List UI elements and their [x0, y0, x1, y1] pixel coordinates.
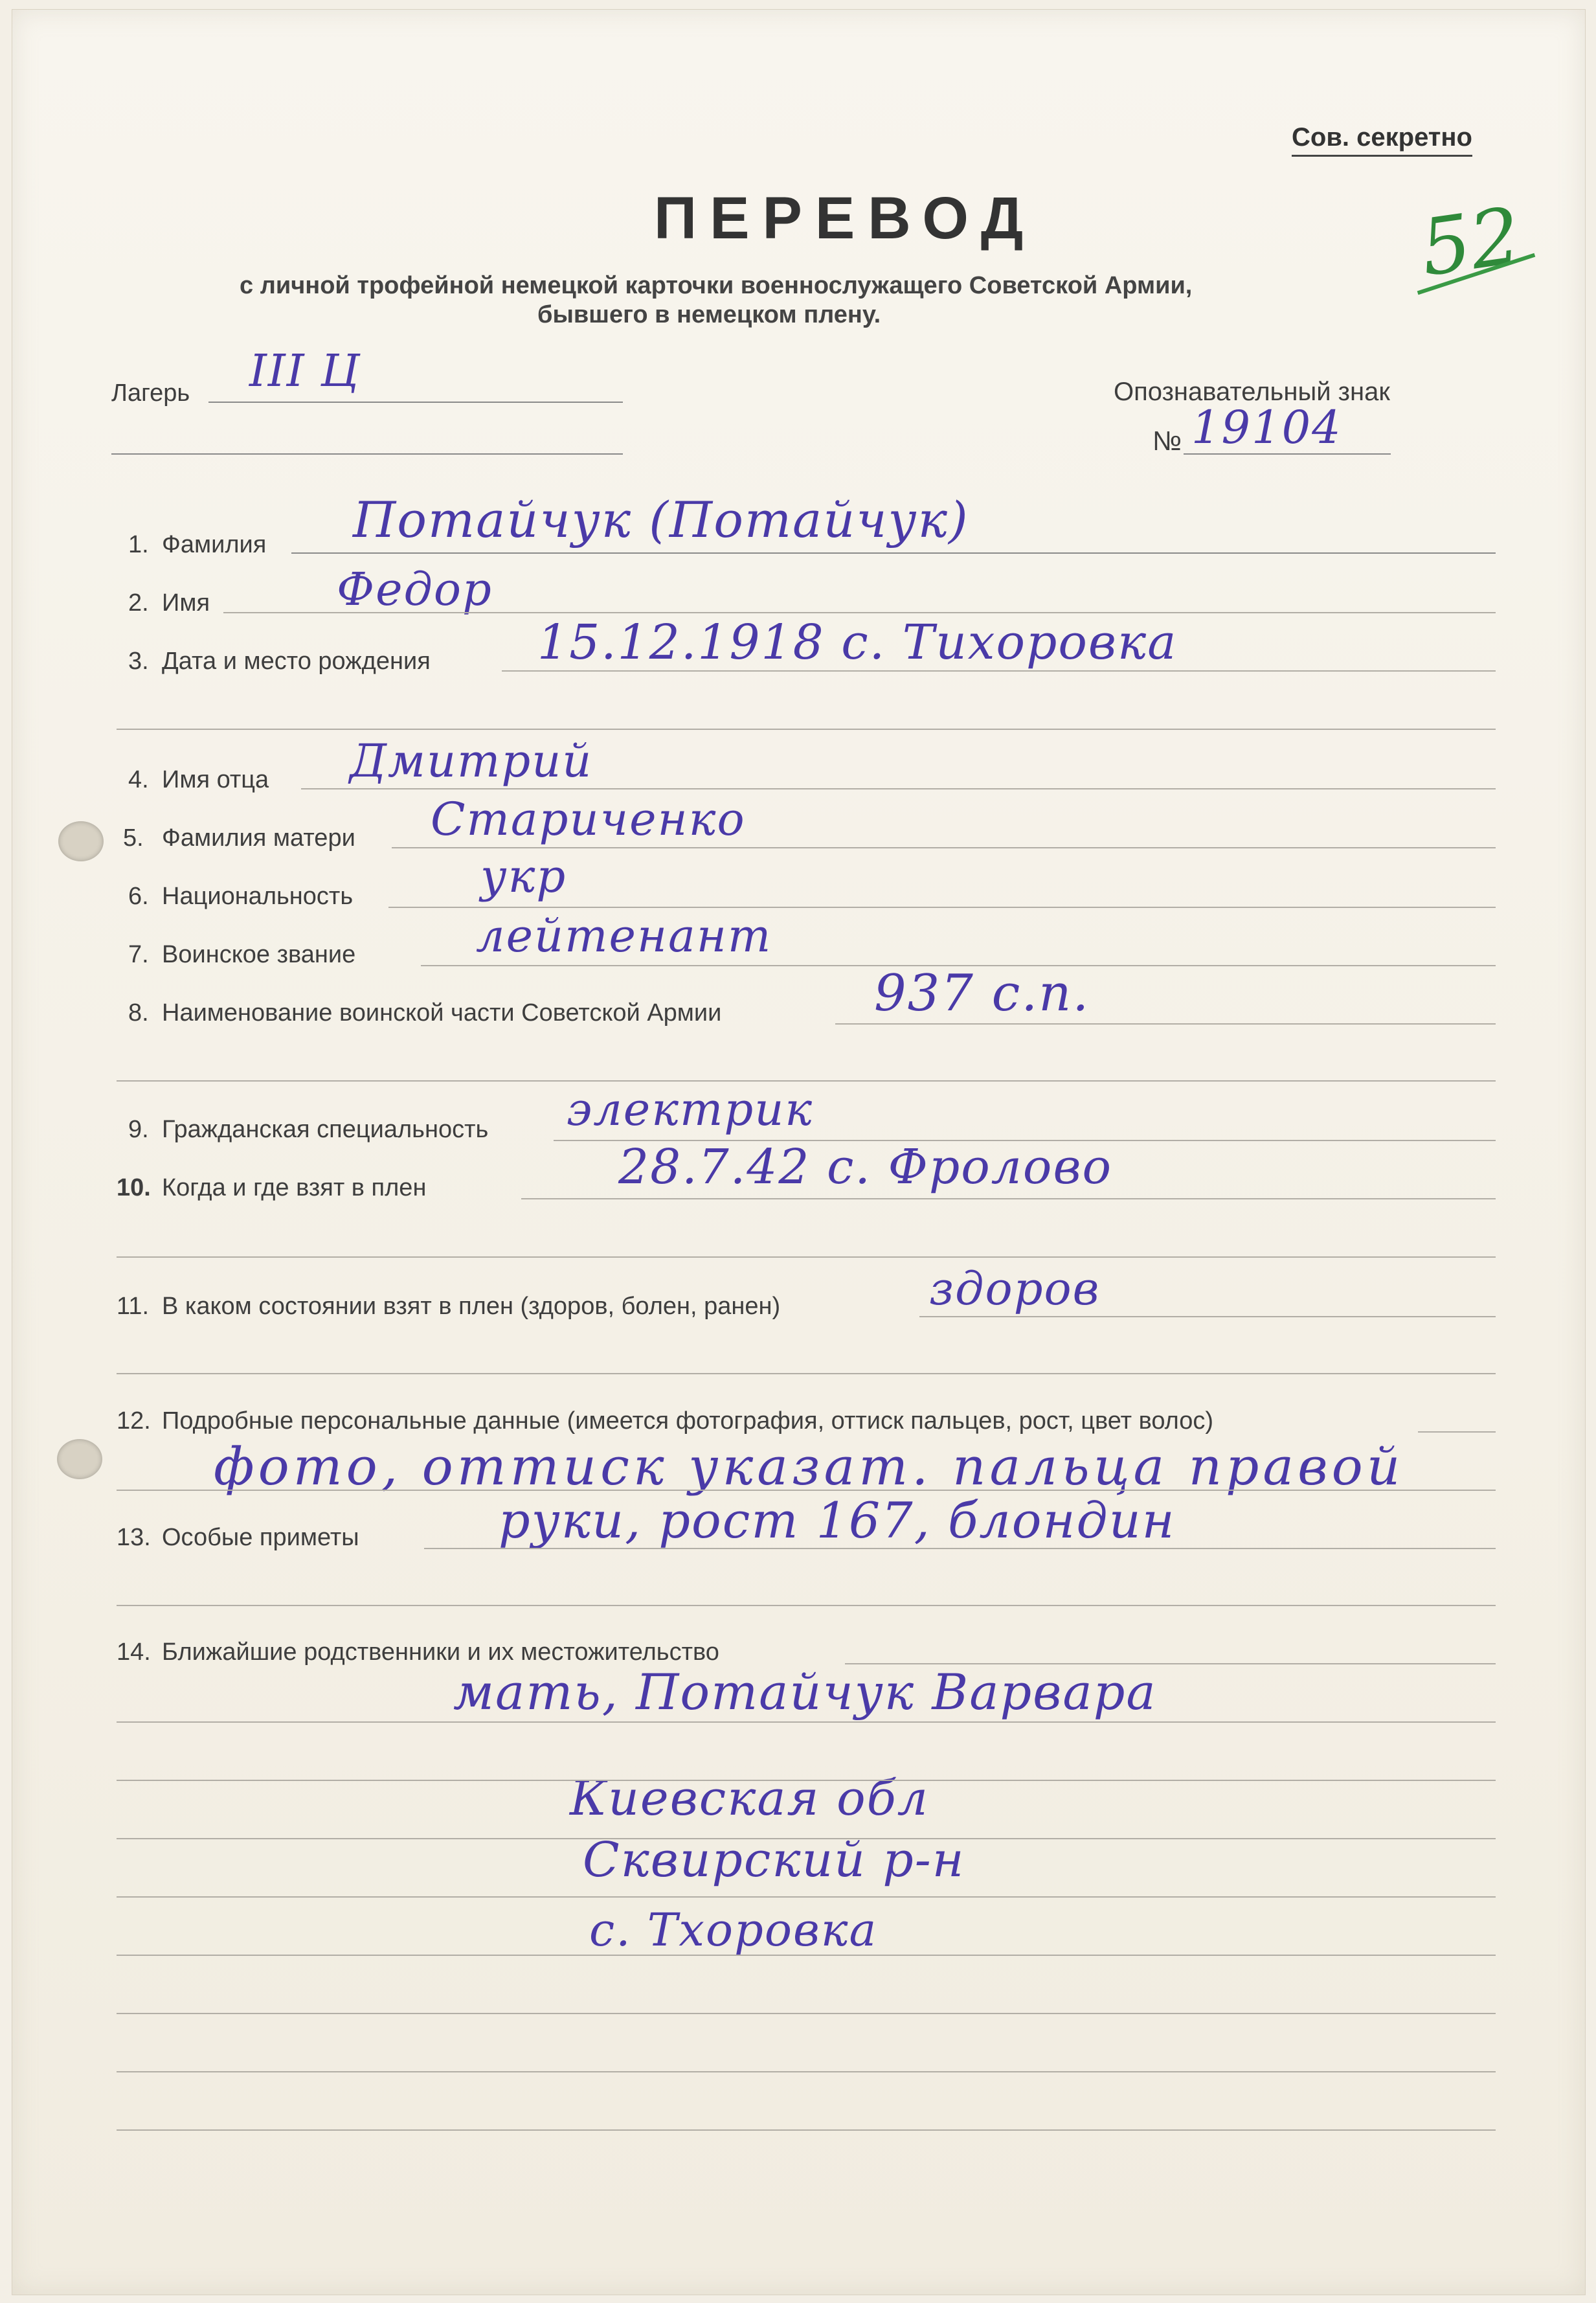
field-7-number: 7.: [128, 941, 149, 968]
field-14-line-7: [117, 2013, 1496, 2014]
field-8-line-2: [117, 1080, 1496, 1082]
document-title: ПЕРЕВОД: [654, 185, 1037, 251]
camp-value: III Ц: [249, 346, 361, 397]
field-10-value: 28.7.42 с. Фролово: [618, 1139, 1113, 1195]
field-2-number: 2.: [128, 589, 149, 617]
field-5-value: Стариченко: [431, 793, 746, 846]
id-mark-line: [1184, 453, 1391, 455]
id-mark-value: 19104: [1191, 401, 1342, 454]
camp-label: Лагерь: [111, 380, 190, 407]
field-1-line: [291, 552, 1496, 554]
field-3-number: 3.: [128, 648, 149, 675]
field-12-label: Подробные персональные данные (имеется фотография, оттиск пальцев, рост, цвет волос): [162, 1407, 1214, 1435]
field-10-line: [521, 1198, 1496, 1199]
field-8-number: 8.: [128, 999, 149, 1027]
field-14-value-line-3: Сквирский р-н: [583, 1832, 965, 1888]
field-3-label: Дата и место рождения: [162, 648, 431, 675]
field-13-value: руки, рост 167, блондин: [499, 1492, 1176, 1549]
field-12-number: 12.: [117, 1407, 151, 1435]
field-11-value: здоров: [929, 1262, 1101, 1315]
field-10-line-2: [117, 1256, 1496, 1258]
field-7-label: Воинское звание: [162, 941, 356, 968]
field-11-label: В каком состоянии взят в плен (здоров, болен, ранен): [162, 1293, 781, 1320]
field-1-value: Потайчук (Потайчук): [353, 491, 969, 549]
field-6-number: 6.: [128, 883, 149, 910]
field-14-line-2: [117, 1721, 1496, 1723]
field-14-line-5: [117, 1896, 1496, 1898]
punch-hole-bottom: [57, 1439, 102, 1479]
field-13-label: Особые приметы: [162, 1524, 359, 1551]
field-14-value-line-4: с. Тхоровка: [589, 1903, 878, 1957]
field-5-line: [392, 847, 1496, 848]
field-3-line: [502, 670, 1496, 672]
field-8-label: Наименование воинской части Советской Армии: [162, 999, 722, 1027]
archive-number: 52: [1415, 191, 1526, 294]
field-4-line: [301, 788, 1496, 789]
field-4-number: 4.: [128, 766, 149, 793]
classification-stamp: Сов. секретно: [1292, 123, 1472, 157]
id-mark-label: Опознавательный знак: [1114, 378, 1390, 406]
field-14-line-9: [117, 2129, 1496, 2131]
field-10-label: Когда и где взят в плен: [162, 1174, 427, 1201]
field-11-line: [919, 1316, 1496, 1317]
camp-line-2: [111, 453, 623, 455]
field-14-line-4: [117, 1838, 1496, 1839]
field-11-line-2: [117, 1373, 1496, 1374]
field-13-line: [424, 1548, 1496, 1549]
field-2-label: Имя: [162, 589, 210, 617]
field-6-value: укр: [480, 850, 567, 903]
field-11-number: 11.: [117, 1293, 150, 1320]
field-12-value: фото, оттиск указат. пальца правой: [214, 1436, 1404, 1497]
field-9-number: 9.: [128, 1116, 149, 1143]
field-3-line-2: [117, 729, 1496, 730]
field-14-number: 14.: [117, 1639, 151, 1666]
field-4-label: Имя отца: [162, 766, 269, 793]
field-13-line-2: [117, 1605, 1496, 1606]
document-subtitle-line1: с личной трофейной немецкой карточки военнослужащего Советской Армии,: [240, 272, 1193, 299]
field-4-value: Дмитрий: [350, 734, 593, 788]
id-mark-no-label: №: [1152, 425, 1182, 456]
field-8-line: [835, 1023, 1496, 1025]
field-14-value-line-2: Киевская обл: [570, 1771, 929, 1826]
field-13-number: 13.: [117, 1524, 151, 1551]
field-1-label: Фамилия: [162, 531, 267, 558]
field-9-label: Гражданская специальность: [162, 1116, 489, 1143]
field-12-line-2: [117, 1490, 1496, 1491]
field-9-value: электрик: [567, 1083, 814, 1136]
document-subtitle-line2: бывшего в немецком плену.: [537, 301, 881, 328]
field-14-line-8: [117, 2071, 1496, 2072]
field-7-value: лейтенант: [476, 909, 772, 962]
field-6-label: Национальность: [162, 883, 354, 910]
field-14-line-6: [117, 1955, 1496, 1956]
field-1-number: 1.: [128, 531, 149, 558]
field-3-value: 15.12.1918 с. Тихоровка: [537, 615, 1178, 670]
field-2-value: Федор: [337, 563, 493, 616]
field-14-value-line-1: мать, Потайчук Варвара: [453, 1663, 1157, 1721]
field-12-line: [1418, 1431, 1496, 1433]
field-5-number: 5.: [123, 824, 144, 852]
field-10-number: 10.: [117, 1174, 151, 1201]
field-6-line: [388, 907, 1496, 908]
punch-hole-top: [58, 821, 104, 861]
field-8-value: 937 с.п.: [874, 964, 1090, 1023]
camp-line: [208, 402, 623, 403]
field-14-label: Ближайшие родственники и их местожительство: [162, 1639, 719, 1666]
field-2-line: [223, 612, 1496, 613]
field-14-line-3: [117, 1780, 1496, 1781]
field-5-label: Фамилия матери: [162, 824, 355, 852]
